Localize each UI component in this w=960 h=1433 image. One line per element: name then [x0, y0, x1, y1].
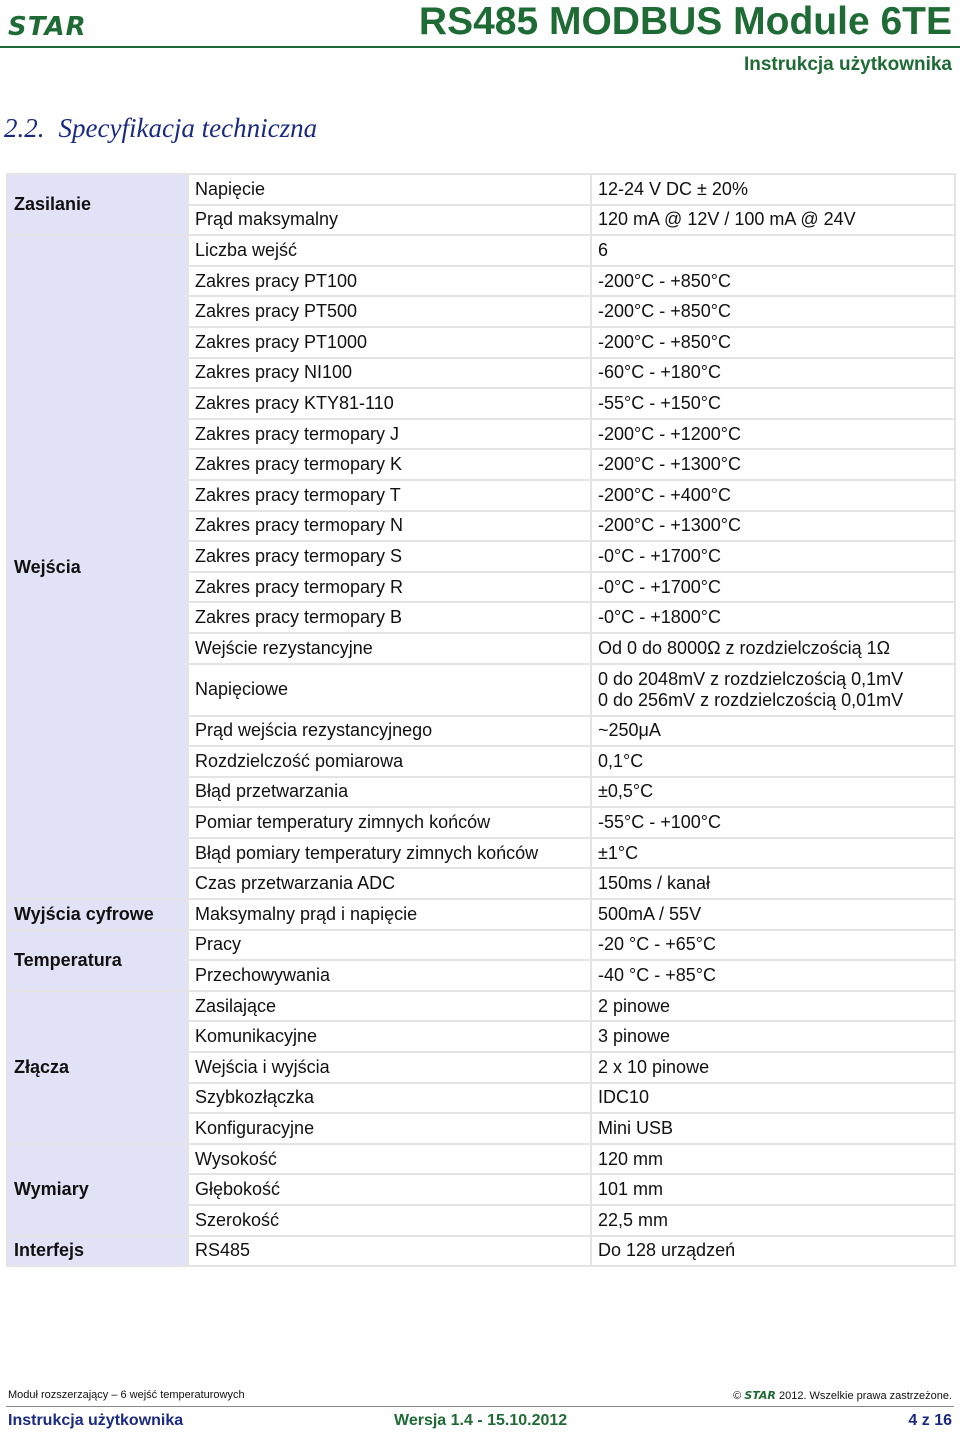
category-cell: Zasilanie [7, 174, 188, 235]
value-cell: -0°C - +1700°C [591, 541, 955, 572]
value-cell: 120 mm [591, 1144, 955, 1175]
parameter-cell: RS485 [188, 1236, 591, 1267]
parameter-cell: Pracy [188, 930, 591, 961]
parameter-cell: Pomiar temperatury zimnych końców [188, 807, 591, 838]
value-cell: -55°C - +150°C [591, 388, 955, 419]
spec-row [7, 1236, 955, 1267]
parameter-cell: Prąd maksymalny [188, 205, 591, 236]
value-cell: 500mA / 55V [591, 899, 955, 930]
spec-row [7, 174, 955, 205]
section-number: 2.2. [4, 113, 45, 143]
parameter-cell: Wejścia i wyjścia [188, 1052, 591, 1083]
spec-table [6, 173, 956, 1267]
value-cell: 150ms / kanał [591, 868, 955, 899]
value-cell: ±1°C [591, 838, 955, 869]
parameter-cell: Szybkozłączka [188, 1083, 591, 1114]
parameter-cell: Napięciowe [188, 664, 591, 716]
value-cell: Mini USB [591, 1113, 955, 1144]
parameter-cell: Rozdzielczość pomiarowa [188, 746, 591, 777]
category-cell: Temperatura [7, 930, 188, 991]
value-cell [591, 664, 955, 716]
category-cell: Wymiary [7, 1144, 188, 1236]
document-subtitle: Instrukcja użytkownika [743, 54, 952, 75]
value-cell: -200°C - +850°C [591, 296, 955, 327]
parameter-cell: Liczba wejść [188, 235, 591, 266]
parameter-cell: Konfiguracyjne [188, 1113, 591, 1144]
value-line: 0 do 256mV z rozdzielczością 0,01mV [598, 689, 904, 710]
value-cell: -0°C - +1800°C [591, 602, 955, 633]
footer-version: Wersja 1.4 - 15.10.2012 [394, 1412, 568, 1429]
value-cell: IDC10 [591, 1083, 955, 1114]
parameter-cell: Zakres pracy NI100 [188, 358, 591, 389]
parameter-cell: Zakres pracy termopary K [188, 449, 591, 480]
parameter-cell: Zakres pracy termopary N [188, 511, 591, 542]
spec-row [7, 899, 955, 930]
value-cell: -200°C - +1200°C [591, 419, 955, 450]
footer-left: Instrukcja użytkownika [8, 1412, 184, 1429]
value-cell: ~250μA [591, 716, 955, 747]
value-cell: -40 °C - +85°C [591, 960, 955, 991]
section-heading [4, 113, 317, 144]
parameter-cell: Zakres pracy termopary R [188, 572, 591, 603]
parameter-cell: Komunikacyjne [188, 1021, 591, 1052]
parameter-cell: Szerokość [188, 1205, 591, 1236]
parameter-cell: Maksymalny prąd i napięcie [188, 899, 591, 930]
footer-rule [6, 1406, 954, 1407]
category-cell: Wejścia [7, 235, 188, 899]
value-cell: 120 mA @ 12V / 100 mA @ 24V [591, 205, 955, 236]
value-cell: -200°C - +850°C [591, 266, 955, 297]
parameter-cell: Przechowywania [188, 960, 591, 991]
value-cell: -200°C - +400°C [591, 480, 955, 511]
parameter-cell: Zakres pracy PT100 [188, 266, 591, 297]
value-cell: 2 pinowe [591, 991, 955, 1022]
parameter-cell: Napięcie [188, 174, 591, 205]
footer-note-right [733, 1389, 952, 1402]
spec-row [7, 991, 955, 1022]
parameter-cell: Zakres pracy termopary T [188, 480, 591, 511]
value-cell: Od 0 do 8000Ω z rozdzielczością 1Ω [591, 633, 955, 664]
copyright-symbol: © [733, 1390, 742, 1402]
logo: STAR [8, 12, 87, 42]
copyright-text: 2012. Wszelkie prawa zastrzeżone. [778, 1390, 952, 1402]
value-cell: -200°C - +1300°C [591, 511, 955, 542]
footer-page: 4 z 16 [908, 1412, 952, 1429]
category-cell: Interfejs [7, 1236, 188, 1267]
spec-row [7, 1144, 955, 1175]
header-rule [0, 46, 960, 48]
value-cell: -20 °C - +65°C [591, 930, 955, 961]
parameter-cell: Zakres pracy KTY81-110 [188, 388, 591, 419]
section-title: Specyfikacja techniczna [58, 113, 318, 143]
parameter-cell: Zakres pracy termopary B [188, 602, 591, 633]
parameter-cell: Zakres pracy PT1000 [188, 327, 591, 358]
value-cell: -0°C - +1700°C [591, 572, 955, 603]
spec-row [7, 930, 955, 961]
footer-logo: STAR [744, 1389, 776, 1402]
parameter-cell: Zakres pracy PT500 [188, 296, 591, 327]
value-cell: 3 pinowe [591, 1021, 955, 1052]
value-cell: ±0,5°C [591, 777, 955, 808]
value-cell: -200°C - +1300°C [591, 449, 955, 480]
value-cell: 6 [591, 235, 955, 266]
value-cell: 12-24 V DC ± 20% [591, 174, 955, 205]
parameter-cell: Wejście rezystancyjne [188, 633, 591, 664]
value-cell: -200°C - +850°C [591, 327, 955, 358]
category-cell: Złącza [7, 991, 188, 1144]
parameter-cell: Zakres pracy termopary S [188, 541, 591, 572]
parameter-cell: Zasilające [188, 991, 591, 1022]
spec-row [7, 235, 955, 266]
footer-note-left: Moduł rozszerzający – 6 wejść temperaturowych [8, 1389, 245, 1401]
parameter-cell: Głębokość [188, 1174, 591, 1205]
parameter-cell: Błąd przetwarzania [188, 777, 591, 808]
parameter-cell: Zakres pracy termopary J [188, 419, 591, 450]
category-cell: Wyjścia cyfrowe [7, 899, 188, 930]
value-cell: -60°C - +180°C [591, 358, 955, 389]
value-cell: Do 128 urządzeń [591, 1236, 955, 1267]
parameter-cell: Prąd wejścia rezystancyjnego [188, 716, 591, 747]
value-cell: 101 mm [591, 1174, 955, 1205]
parameter-cell: Czas przetwarzania ADC [188, 868, 591, 899]
document-title: RS485 MODBUS Module 6TE [418, 0, 952, 43]
value-cell: 22,5 mm [591, 1205, 955, 1236]
parameter-cell: Błąd pomiary temperatury zimnych końców [188, 838, 591, 869]
value-cell: 0,1°C [591, 746, 955, 777]
value-cell: -55°C - +100°C [591, 807, 955, 838]
value-cell: 2 x 10 pinowe [591, 1052, 955, 1083]
parameter-cell: Wysokość [188, 1144, 591, 1175]
value-line: 0 do 2048mV z rozdzielczością 0,1mV [598, 668, 904, 689]
